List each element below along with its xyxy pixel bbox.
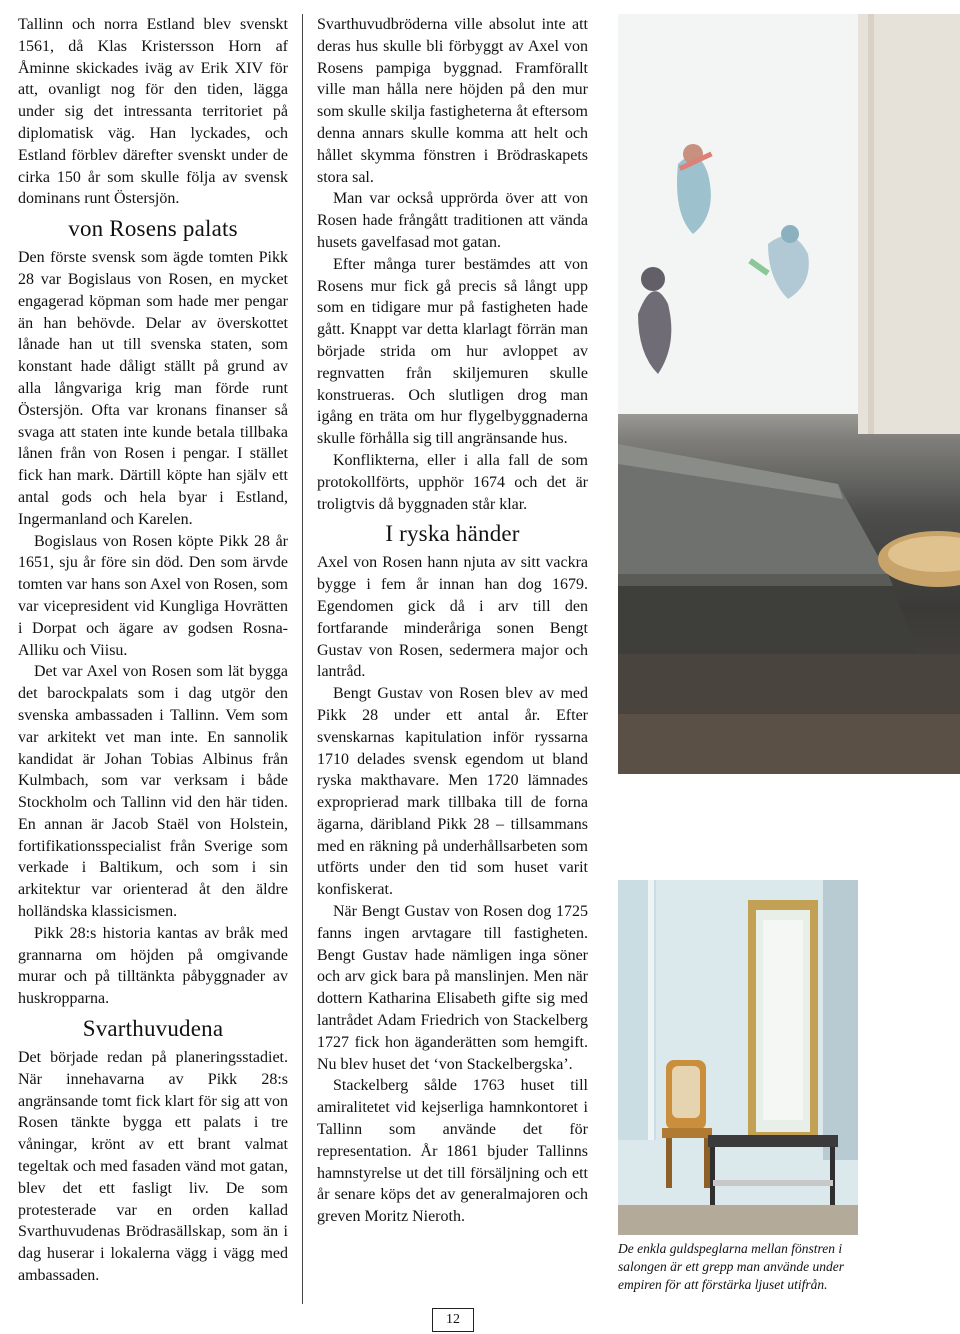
text-column-left [18, 14, 288, 1287]
paragraph: Det började redan på planeringsstadiet. När innehavarna av Pikk 28:s angränsande tomt fick klart för sig att von Rosen tänkte bygga ett palats i tre våningar, krönt av ett brant valmat tegeltak och med fasaden vänd mot gatan, blev det ett fasligt liv. De som protesterade var en orden kallad Svarthuvudenas Brödrasällskap, som än i dag huserar i lokalerna vägg i vägg med ambassaden. [18, 1049, 288, 1285]
paragraph: Det var Axel von Rosen som lät bygga det barockpalats som i dag utgör den svenska ambassaden i Tallinn. Vem som var arkitekt vet man inte. En sannolik kandidat är Johan Tobias Albinus från Kulmbach, som var verksam i både Stockholm och Tallinn vid den här tiden. En annan är Jacob Staël von Holstein, fortifikationsspecialist från Sverige som verkade i Baltikum, och som i sin arkitektur var orienterad åt den äldre holländska klassicismen. [18, 663, 288, 921]
paragraph: Den förste svensk som ägde tomten Pikk 28 var Bogislaus von Rosen, en mycket engagerad köpman som hade mer pengar än han behövde. Delar av överskottet lånade han ut till svenska staten, som konstant hade dåligt ställt på grund av alla långvariga krig man förde runt Östersjön. Ofta var kronans finanser så svaga att staten inte kunde betala tillbaka lånen från von Rosen i pengar. I stället fick han mark. Därtill köpte han själv ett antal gods och hela byar i Estland, Ingermanland och Karelen. [18, 249, 288, 528]
section-heading-von-rosens-palats: von Rosens palats [68, 216, 238, 242]
paragraph: Man var också upprörda över att von Rosen hade frångått traditionen att vända husets gavelfasad mot gatan. [317, 190, 588, 251]
paragraph: Axel von Rosen hann njuta av sitt vackra bygge i fem år innan han dog 1679. Egendomen gick då i arv till den fortfarande minderåriga sonen Bengt Gustav von Rosen, sedermera major och lantråd. [317, 554, 588, 681]
page-number: 12 [432, 1308, 474, 1332]
photo-caption: De enkla guldspeglarna mellan fönstren i salongen är ett grepp man använde under empiren för att förstärka ljuset utifrån. [618, 1241, 844, 1292]
paragraph: Bengt Gustav von Rosen blev av med Pikk 28 under ett antal år. Efter svenskarnas kapitulation inför ryssarna 1710 delades svensk egendom ut bland ryska makthavare. Men 1720 lämnades exproprierad mark tillbaka till de forna ägarna, däribland Pikk 28 – tillsammans med en räkning på underhållsarbeten som utförts under den tid som huset varit konfiskerat. [317, 685, 588, 899]
paragraph: När Bengt Gustav von Rosen dog 1725 fanns ingen arvtagare till fastigheten. Bengt Gustav hade nämligen inga söner och arv gick bara på manslinjen. Men när dottern Katharina Elisabeth gifte sig med lantrådet Adam Friedrich von Stackelberg 1727 fick hon äganderätten som hemgift. Nu blev huset det ‘von Stackelbergska’. [317, 903, 588, 1073]
salon-mirror-photo [618, 880, 858, 1235]
text-column-middle [317, 14, 588, 1228]
paragraph: Efter många turer bestämdes att von Rosens mur fick gå precis så långt upp som en tidigare mur på fastigheten hade gått. Knappt var detta klarlagt förrän man började strida om hur avloppet av regnvatten från skiljemuren skulle konstrueras. Och slutligen drog man igång en träta om hur flygelbyggnaderna skulle förhålla sig till angränsande hus. [317, 255, 588, 448]
paragraph: Tallinn och norra Estland blev svenskt 1561, då Klas Kristersson Horn af Åminne skickades iväg av Erik XIV för att, ovanligt nog för den tiden, lägga under sig det intressanta territoriet på diplomatisk väg. Han lyckades, och Estland förblev därefter svenskt under de cirka 150 år som skulle följa av svensk dominans runt Östersjön. [18, 16, 288, 208]
section-heading-i-ryska-hander: I ryska händer [385, 521, 520, 547]
paragraph: Pikk 28:s historia kantas av bråk med grannarna om höjden på omgivande murar och på tilltänkta påbyggnader av huskropparna. [18, 924, 288, 1008]
paragraph: Stackelberg sålde 1763 huset till amiralitetet vid kejserliga hamnkontoret i Tallinn som använde det för representation. År 1861 bjuder Tallinns hamnstyrelse ut det till försäljning och ett år senare köps det av generalmajoren och greven Moritz Nieroth. [317, 1077, 588, 1226]
paragraph: Svarthuvudbröderna ville absolut inte att deras hus skulle bli förbyggt av Axel von Rosens pampiga byggnad. Framförallt ville man hålla nere höjden på den mur som skulle skilja fastigheterna åt eftersom denna annars skulle komma att helt och hållet skymma fönstren i Brödraskapets stora sal. [317, 16, 588, 186]
interior-sofa-photo [618, 14, 960, 774]
paragraph: Konflikterna, eller i alla fall de som protokollförts, upphör 1674 och det är troligtvis då byggnaden står klar. [317, 451, 588, 513]
section-heading-svarthuvudena: Svarthuvudena [82, 1016, 224, 1042]
paragraph: Bogislaus von Rosen köpte Pikk 28 år 1651, sju år före sin död. Den som ärvde tomten var hans son Axel von Rosen, som var vicepresident vid Kungliga Hovrätten i Dorpat och ägare av godsen Rosna-Alliku och Viisu. [18, 532, 288, 659]
column-divider [302, 14, 303, 1304]
